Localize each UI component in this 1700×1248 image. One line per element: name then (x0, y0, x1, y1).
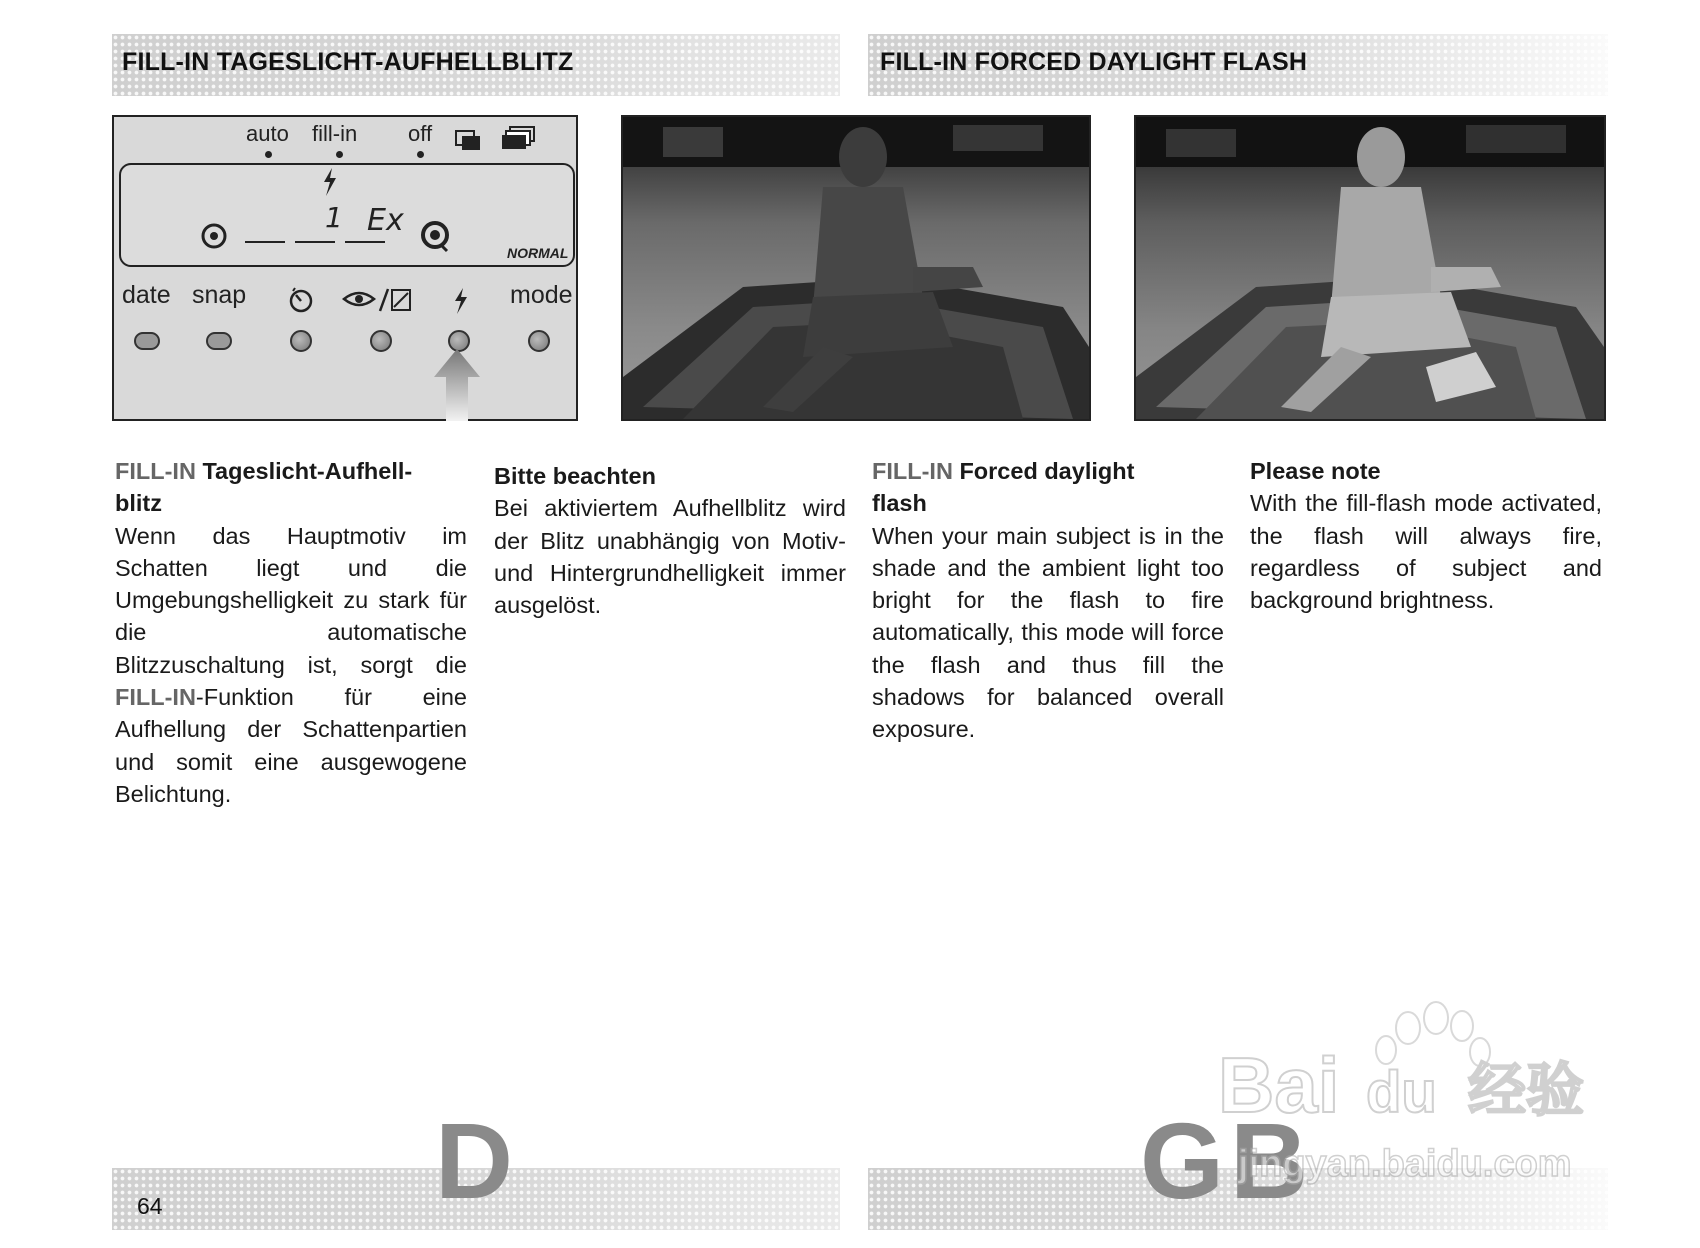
arrow-up-icon (434, 349, 480, 421)
german-main-text: Wenn das Hauptmotiv im Schatten liegt und die Umgebungshelligkeit zu stark für die automatische Blitzzuschaltung ist, sorgt die (115, 522, 467, 678)
german-fill-in-highlight: FILL-IN (115, 684, 196, 711)
header-title-english: FILL-IN FORCED DAYLIGHT FLASH (880, 48, 1308, 76)
self-timer-button[interactable] (290, 330, 312, 352)
fill-in-label: fill-in (312, 121, 358, 146)
german-main-heading (115, 455, 467, 520)
german-heading-text: Tageslicht-Aufhell- (195, 458, 413, 484)
flash-icon (452, 287, 470, 315)
german-main-text-end: -Funktion für eine Aufhellung der Schattenpartien und somit eine ausgewogene Belichtung. (115, 684, 467, 807)
english-main-section (872, 455, 1224, 746)
language-marker-english: GB (1140, 1100, 1314, 1221)
language-marker-german: D (435, 1100, 513, 1221)
snap-label: snap (192, 281, 247, 309)
multi-frame-icon (500, 125, 536, 153)
baidu-brand-text-2: du (1366, 1060, 1437, 1125)
english-main-text: When your main subject is in the shade and the ambient light too bright for the flash to fire automatically, this mode will force the flash and thus fill the shadows for balanced overall exposure. (872, 522, 1224, 743)
english-note-section (1250, 455, 1602, 616)
baidu-url-text: jingyan.baidu.com (1238, 1143, 1572, 1185)
german-main-paragraph (115, 520, 467, 811)
self-timer-icon (286, 285, 316, 315)
exposure-label: Ex (367, 203, 404, 238)
german-note-text: Bei aktiviertem Aufhellblitz wird der Blitz unabhängig von Motiv- und Hintergrundhelligkeit immer ausgelöst. (494, 495, 846, 619)
lcd-display (119, 163, 575, 267)
english-note-heading: Please note (1250, 458, 1381, 484)
lcd-segment-dash (295, 241, 335, 243)
date-label: date (122, 281, 171, 309)
baidu-brand-text: Bai (1218, 1041, 1340, 1129)
german-note-heading: Bitte beachten (494, 463, 656, 489)
red-eye-button[interactable] (370, 330, 392, 352)
single-frame-icon (454, 127, 484, 153)
english-main-heading (872, 455, 1224, 520)
frame-counter: 1 (325, 201, 343, 234)
boat-photo-dark-image (623, 117, 1089, 419)
mode-label: mode (510, 281, 573, 309)
auto-indicator-dot (265, 151, 272, 158)
german-note-section (494, 460, 846, 621)
off-indicator-dot (417, 151, 424, 158)
german-heading-prefix: FILL-IN (115, 458, 196, 484)
boat-photo-dark (621, 115, 1091, 421)
red-eye-icon (342, 285, 414, 315)
target-icon (199, 221, 229, 251)
flash-icon (321, 167, 339, 197)
german-main-section (115, 455, 467, 810)
snap-button[interactable] (206, 332, 232, 350)
boat-photo-flash (1134, 115, 1606, 421)
off-label: off (408, 121, 433, 146)
normal-indicator: NORMAL (507, 245, 569, 261)
date-button[interactable] (134, 332, 160, 350)
camera-lcd-panel (112, 115, 578, 421)
baidu-jingyan-text: 经验 (1468, 1056, 1585, 1124)
baidu-watermark-logo (1218, 1000, 1618, 1190)
english-heading-prefix: FILL-IN (872, 458, 953, 484)
auto-label: auto (246, 121, 289, 146)
header-title-german: FILL-IN TAGESLICHT-AUFHELLBLITZ (122, 48, 574, 76)
english-heading-line2: flash (872, 490, 927, 517)
target-icon (419, 219, 453, 253)
lcd-segment-dash (245, 241, 285, 243)
boat-photo-flash-image (1136, 117, 1604, 419)
english-note-text: With the fill-flash mode activated, the flash will always fire, regardless of subject and background brightness. (1250, 490, 1602, 614)
mode-button[interactable] (528, 330, 550, 352)
english-heading-text: Forced daylight (952, 458, 1135, 484)
page-number: 64 (137, 1193, 163, 1219)
lcd-segment-dash (345, 241, 385, 243)
fill-in-indicator-dot (336, 151, 343, 158)
german-heading-line2: blitz (115, 490, 162, 517)
